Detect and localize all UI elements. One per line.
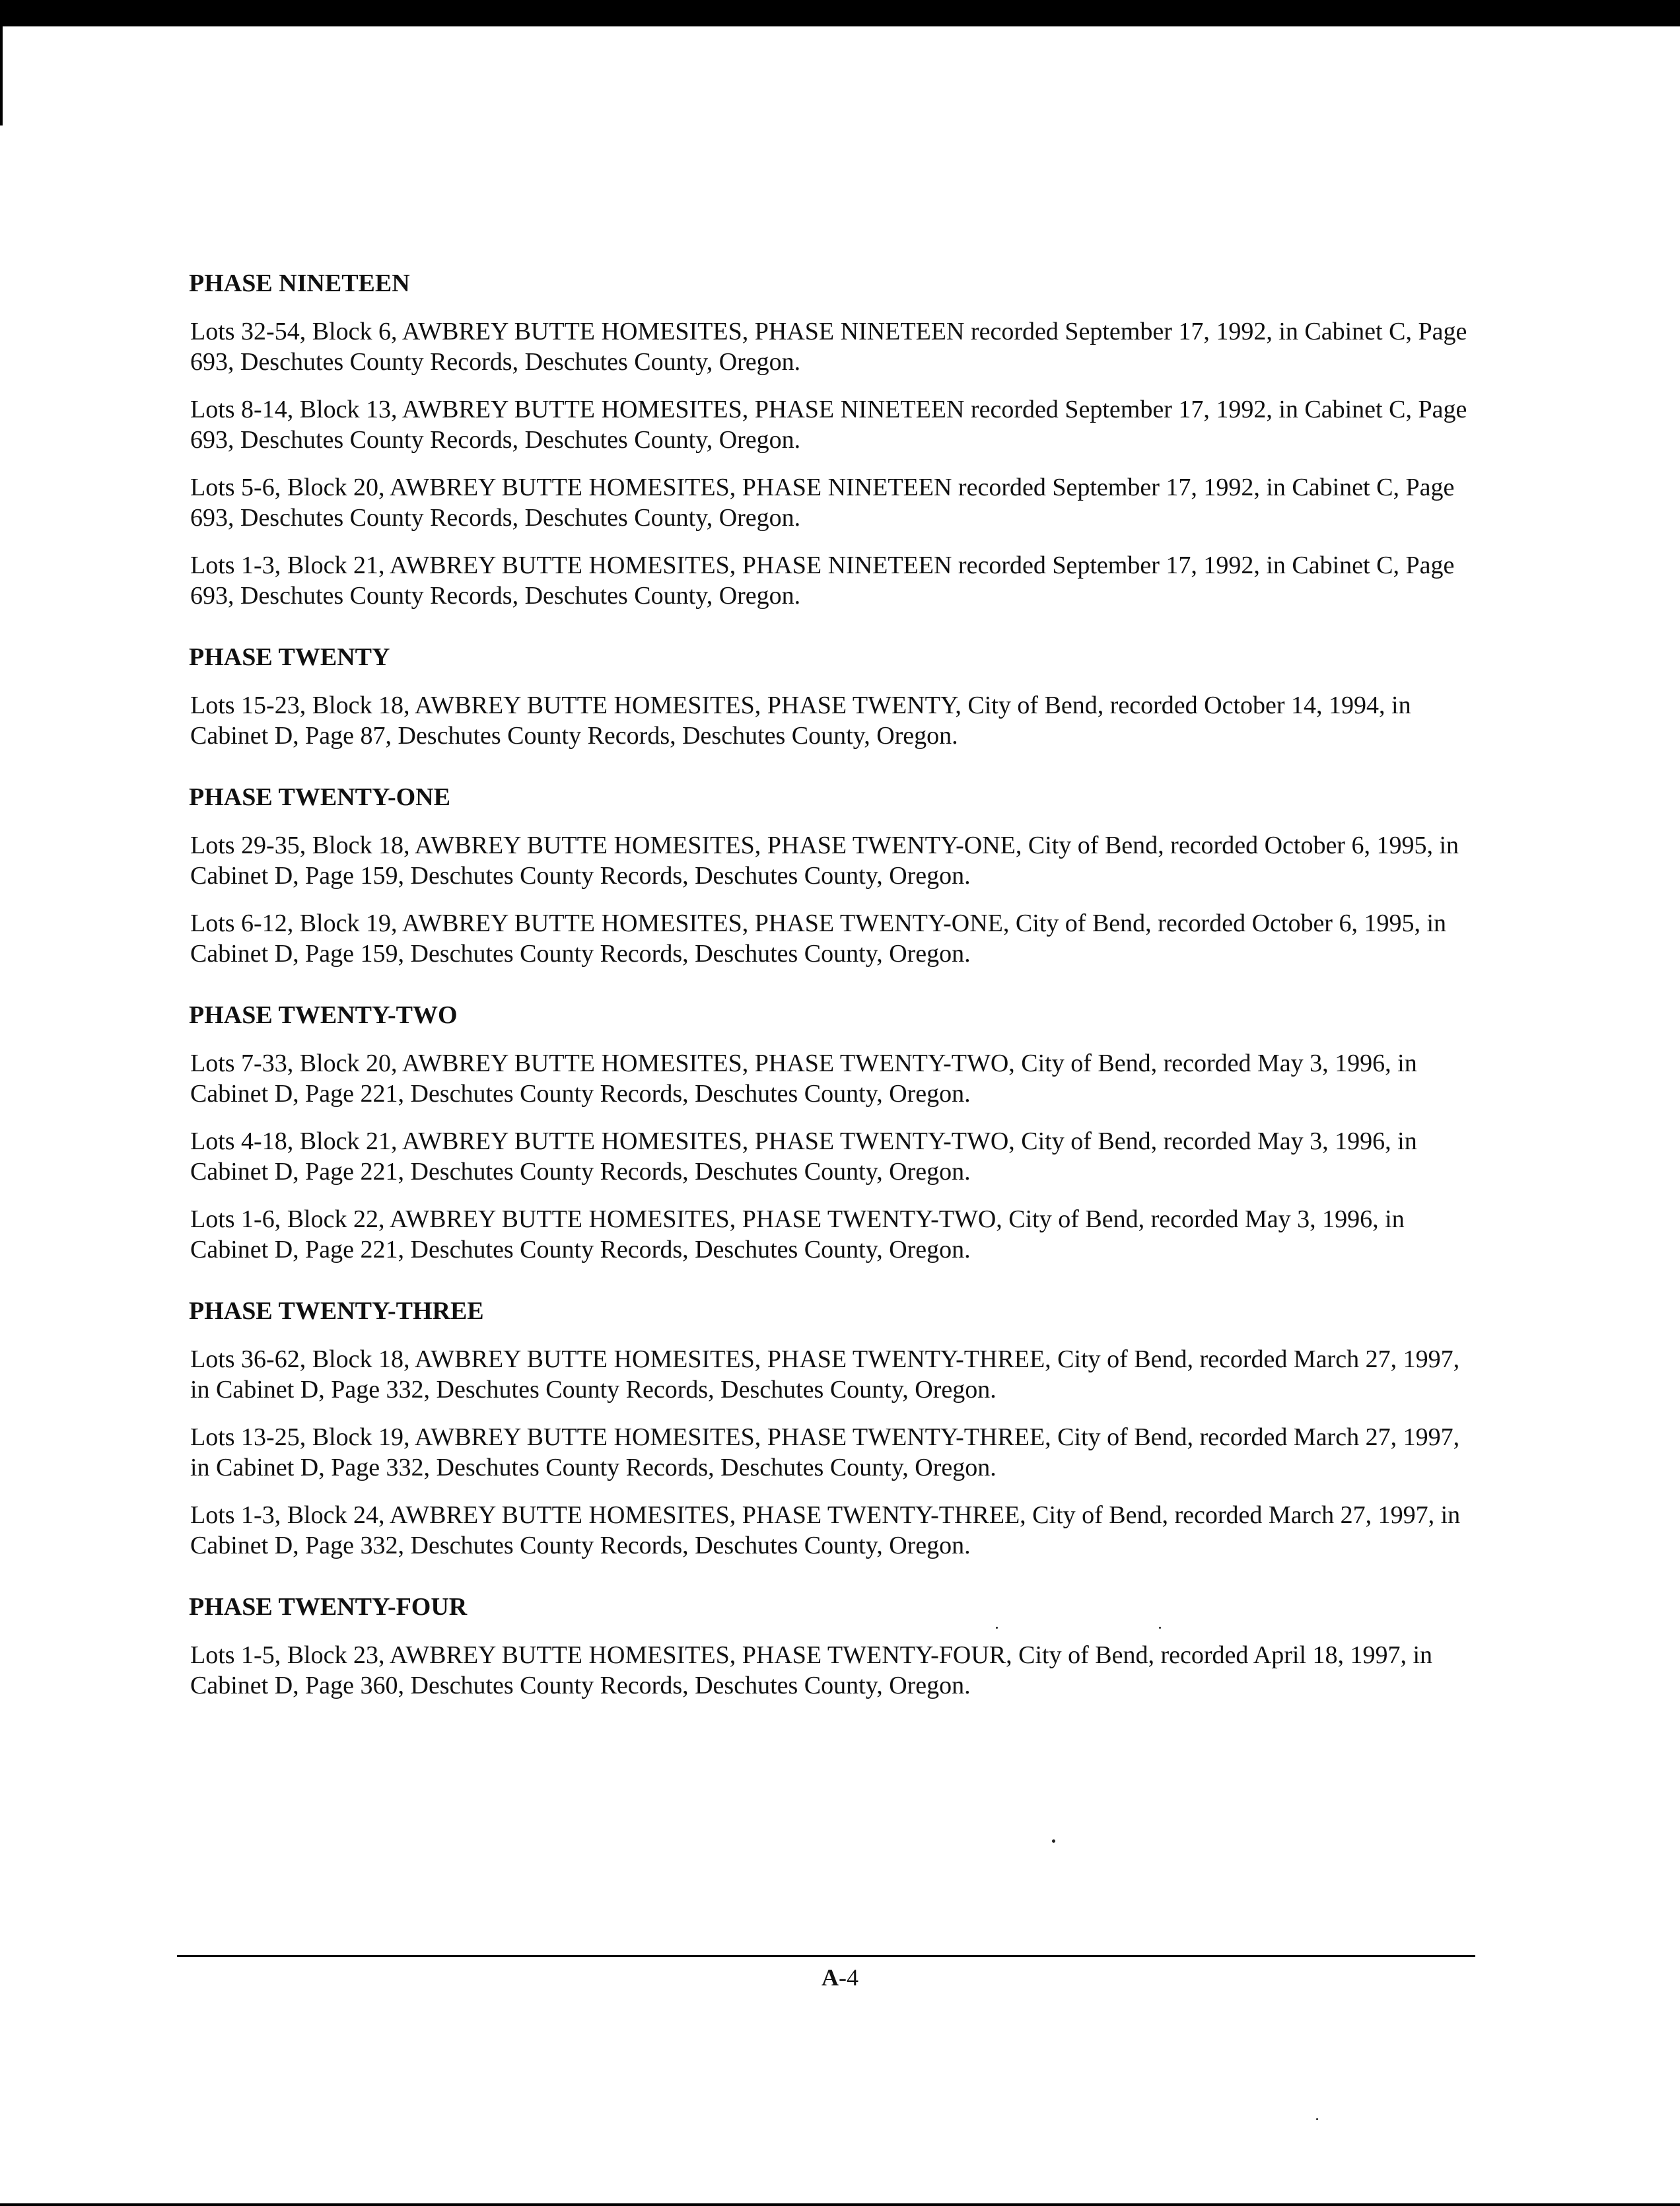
document-body — [185, 267, 1506, 1731]
lot-description: Lots 15-23, Block 18, AWBREY BUTTE HOMESITES, PHASE TWENTY, City of Bend, recorded October 14, 1994, in Cabinet D, Page 87, Deschutes County Records, Deschutes County, Oregon. — [190, 692, 1411, 750]
phase-heading: PHASE TWENTY-ONE — [189, 783, 450, 811]
page-number-suffix: -4 — [839, 1964, 858, 1991]
phase-heading: PHASE TWENTY-TWO — [189, 1001, 458, 1029]
phase-heading: PHASE TWENTY — [189, 643, 390, 671]
lot-description: Lots 4-18, Block 21, AWBREY BUTTE HOMESITES, PHASE TWENTY-TWO, City of Bend, recorded May 3, 1996, in Cabinet D, Page 221, Deschutes County Records, Deschutes County, Oregon. — [190, 1127, 1417, 1186]
phase-heading: PHASE TWENTY-FOUR — [189, 1593, 468, 1621]
lot-description: Lots 1-3, Block 24, AWBREY BUTTE HOMESITES, PHASE TWENTY-THREE, City of Bend, recorded March 27, 1997, in Cabinet D, Page 332, Deschutes County Records, Deschutes County, Oregon. — [190, 1501, 1461, 1559]
phase-section — [185, 781, 1506, 969]
phase-section — [185, 999, 1506, 1265]
lot-description: Lots 7-33, Block 20, AWBREY BUTTE HOMESITES, PHASE TWENTY-TWO, City of Bend, recorded May 3, 1996, in Cabinet D, Page 221, Deschutes County Records, Deschutes County, Oregon. — [190, 1050, 1417, 1108]
scan-bottom-border — [0, 2203, 1680, 2206]
lot-description: Lots 36-62, Block 18, AWBREY BUTTE HOMESITES, PHASE TWENTY-THREE, City of Bend, recorded March 27, 1997, in Cabinet D, Page 332, Deschutes County Records, Deschutes County, Oregon. — [190, 1345, 1460, 1404]
phase-section — [185, 1295, 1506, 1561]
lot-description: Lots 6-12, Block 19, AWBREY BUTTE HOMESITES, PHASE TWENTY-ONE, City of Bend, recorded October 6, 1995, in Cabinet D, Page 159, Deschutes County Records, Deschutes County, Oregon. — [190, 909, 1447, 968]
scan-left-edge — [0, 26, 3, 125]
footer-rule — [177, 1955, 1475, 1957]
lot-description: Lots 13-25, Block 19, AWBREY BUTTE HOMESITES, PHASE TWENTY-THREE, City of Bend, recorded March 27, 1997, in Cabinet D, Page 332, Deschutes County Records, Deschutes County, Oregon. — [190, 1423, 1460, 1481]
phase-section — [185, 641, 1506, 751]
phase-section — [185, 1591, 1506, 1701]
phase-heading: PHASE NINETEEN — [189, 269, 410, 297]
lot-description: Lots 29-35, Block 18, AWBREY BUTTE HOMESITES, PHASE TWENTY-ONE, City of Bend, recorded October 6, 1995, in Cabinet D, Page 159, Deschutes County Records, Deschutes County, Oregon. — [190, 832, 1459, 890]
phase-section — [185, 267, 1506, 611]
scan-speck — [1052, 1839, 1055, 1843]
phase-heading: PHASE TWENTY-THREE — [189, 1297, 484, 1325]
scan-top-border — [0, 0, 1680, 26]
scan-speck — [1316, 2118, 1318, 2120]
lot-description: Lots 1-6, Block 22, AWBREY BUTTE HOMESITES, PHASE TWENTY-TWO, City of Bend, recorded May 3, 1996, in Cabinet D, Page 221, Deschutes County Records, Deschutes County, Oregon. — [190, 1205, 1405, 1263]
lot-description: Lots 5-6, Block 20, AWBREY BUTTE HOMESITES, PHASE NINETEEN recorded September 17, 1992, in Cabinet C, Page 693, Deschutes County Records, Deschutes County, Oregon. — [190, 474, 1455, 532]
lot-description: Lots 1-5, Block 23, AWBREY BUTTE HOMESITES, PHASE TWENTY-FOUR, City of Bend, recorded April 18, 1997, in Cabinet D, Page 360, Deschutes County Records, Deschutes County, Oregon. — [190, 1641, 1433, 1699]
page-number-prefix: A — [822, 1964, 839, 1991]
lot-description: Lots 8-14, Block 13, AWBREY BUTTE HOMESITES, PHASE NINETEEN recorded September 17, 1992, in Cabinet C, Page 693, Deschutes County Records, Deschutes County, Oregon. — [190, 396, 1467, 454]
lot-description: Lots 1-3, Block 21, AWBREY BUTTE HOMESITES, PHASE NINETEEN recorded September 17, 1992, in Cabinet C, Page 693, Deschutes County Records, Deschutes County, Oregon. — [190, 552, 1455, 610]
page-number — [0, 1963, 1680, 1992]
lot-description: Lots 32-54, Block 6, AWBREY BUTTE HOMESITES, PHASE NINETEEN recorded September 17, 1992, in Cabinet C, Page 693, Deschutes County Records, Deschutes County, Oregon. — [190, 318, 1467, 376]
